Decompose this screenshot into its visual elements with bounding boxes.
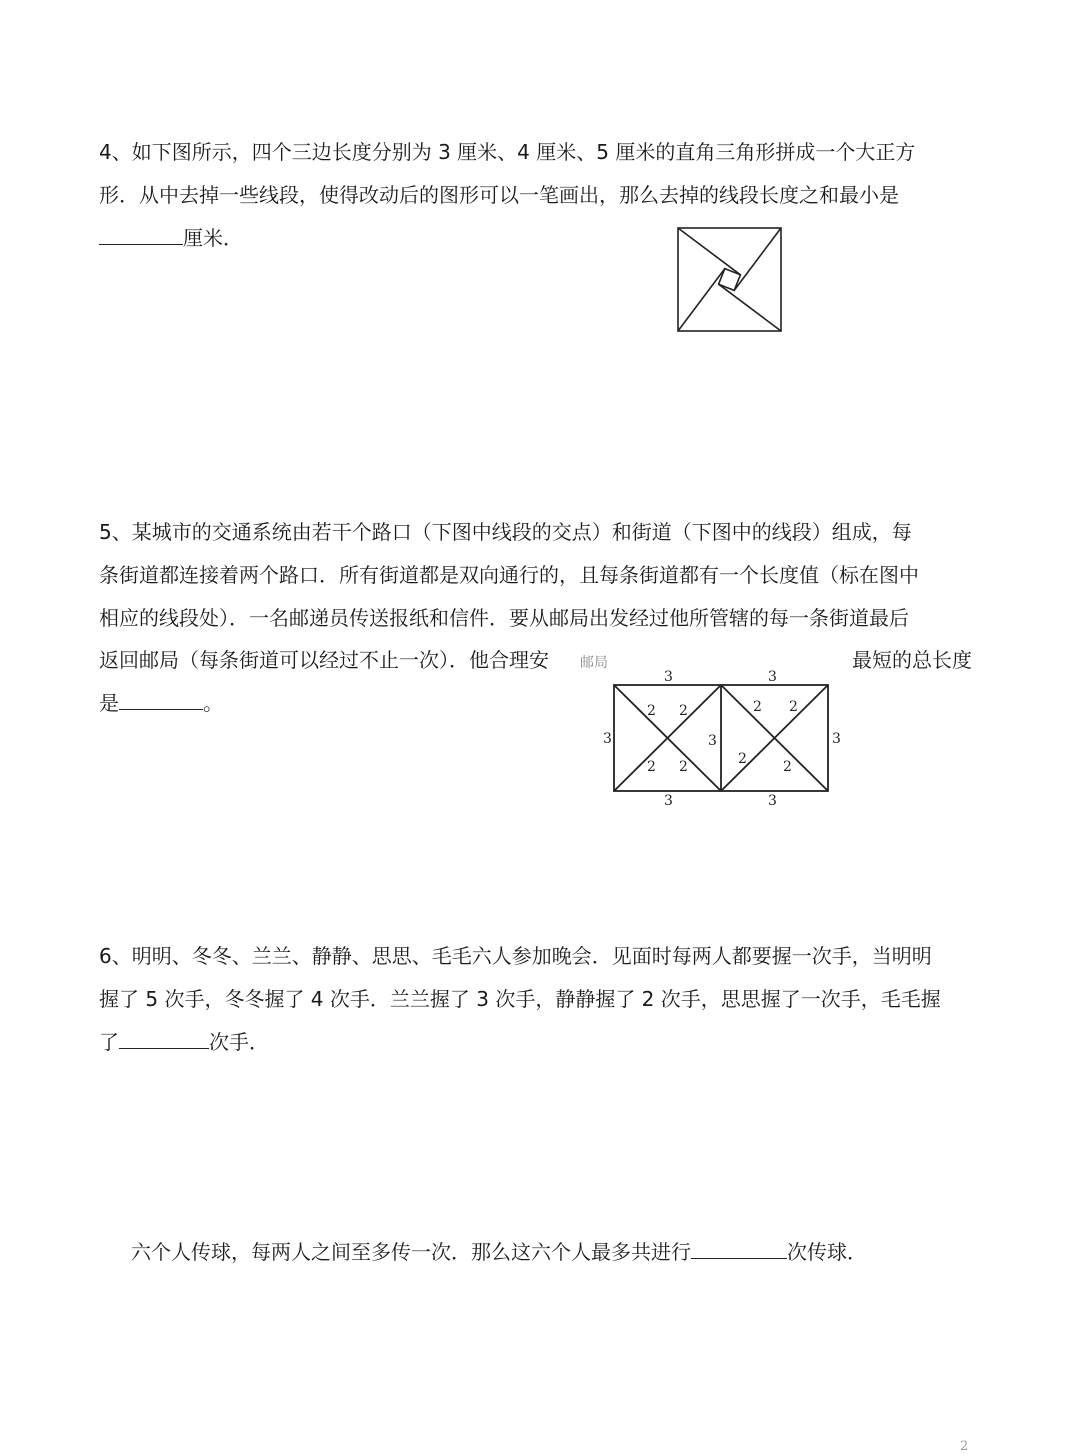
edge-label-middle: 3 — [708, 733, 717, 749]
post-office-label: 邮局 — [580, 652, 608, 672]
edge-label-bottom-right: 3 — [768, 793, 777, 809]
edge-label-left: 3 — [603, 731, 612, 747]
q4-line-2: 形．从中去掉一些线段，使得改动后的图形可以一笔画出，那么去掉的线段长度之和最小是 — [99, 183, 899, 207]
q5-line-5-suffix: 。 — [203, 691, 223, 715]
q5-line-2: 条街道都连接着两个路口．所有街道都是双向通行的，且每条街道都有一个长度值（标在图中 — [99, 563, 919, 587]
q6-line-3-prefix: 了 — [99, 1030, 119, 1054]
q5-street-network-figure — [595, 665, 855, 815]
edge-label-diag-g: 2 — [738, 751, 747, 767]
q7-suffix: 次传球． — [787, 1240, 867, 1264]
q7-line — [131, 1240, 867, 1264]
edge-label-diag-d: 2 — [679, 759, 688, 775]
q4-answer-blank[interactable] — [99, 226, 183, 245]
q5-line-1: 5、某城市的交通系统由若干个路口（下图中线段的交点）和街道（下图中的线段）组成，每 — [99, 520, 912, 544]
q4-line-3 — [99, 226, 243, 250]
edge-label-diag-e: 2 — [753, 699, 762, 715]
q5-line-4-right: 最短的总长度 — [852, 648, 972, 672]
q5-line-5 — [99, 691, 223, 715]
q4-unit: 厘米． — [183, 226, 243, 250]
edge-label-diag-f: 2 — [789, 699, 798, 715]
q6-line-1: 6、明明、冬冬、兰兰、静静、思思、毛毛六人参加晚会．见面时每两人都要握一次手，当明明 — [99, 944, 932, 968]
q5-line-3: 相应的线段处）．一名邮递员传送报纸和信件．要从邮局出发经过他所管辖的每一条街道最后 — [99, 606, 909, 630]
q6-line-3-suffix: 次手． — [209, 1030, 269, 1054]
q6-line-2: 握了 5 次手，冬冬握了 4 次手．兰兰握了 3 次手，静静握了 2 次手，思思握了一次手，毛毛握 — [99, 987, 941, 1011]
q5-line-5-prefix: 是 — [99, 691, 119, 715]
q7-answer-blank[interactable] — [691, 1240, 787, 1259]
q4-line-1: 4、如下图所示，四个三边长度分别为 3 厘米、4 厘米、5 厘米的直角三角形拼成一个大正方 — [99, 140, 916, 164]
q5-line-4-left: 返回邮局（每条街道可以经过不止一次）．他合理安 — [99, 648, 549, 672]
edge-label-top-left: 3 — [664, 669, 673, 685]
q6-answer-blank[interactable] — [119, 1030, 209, 1049]
edge-label-diag-c: 2 — [647, 759, 656, 775]
edge-label-right: 3 — [832, 731, 841, 747]
edge-label-diag-a: 2 — [647, 703, 656, 719]
edge-label-top-right: 3 — [768, 669, 777, 685]
page-number: 2 — [960, 1439, 969, 1454]
edge-label-diag-h: 2 — [783, 759, 792, 775]
q5-answer-blank[interactable] — [119, 691, 203, 710]
q7-prefix: 六个人传球，每两人之间至多传一次．那么这六个人最多共进行 — [131, 1240, 691, 1264]
q6-line-3 — [99, 1030, 269, 1054]
edge-label-diag-b: 2 — [679, 703, 688, 719]
q4-pinwheel-square-figure — [675, 225, 785, 335]
edge-label-bottom-left: 3 — [664, 793, 673, 809]
